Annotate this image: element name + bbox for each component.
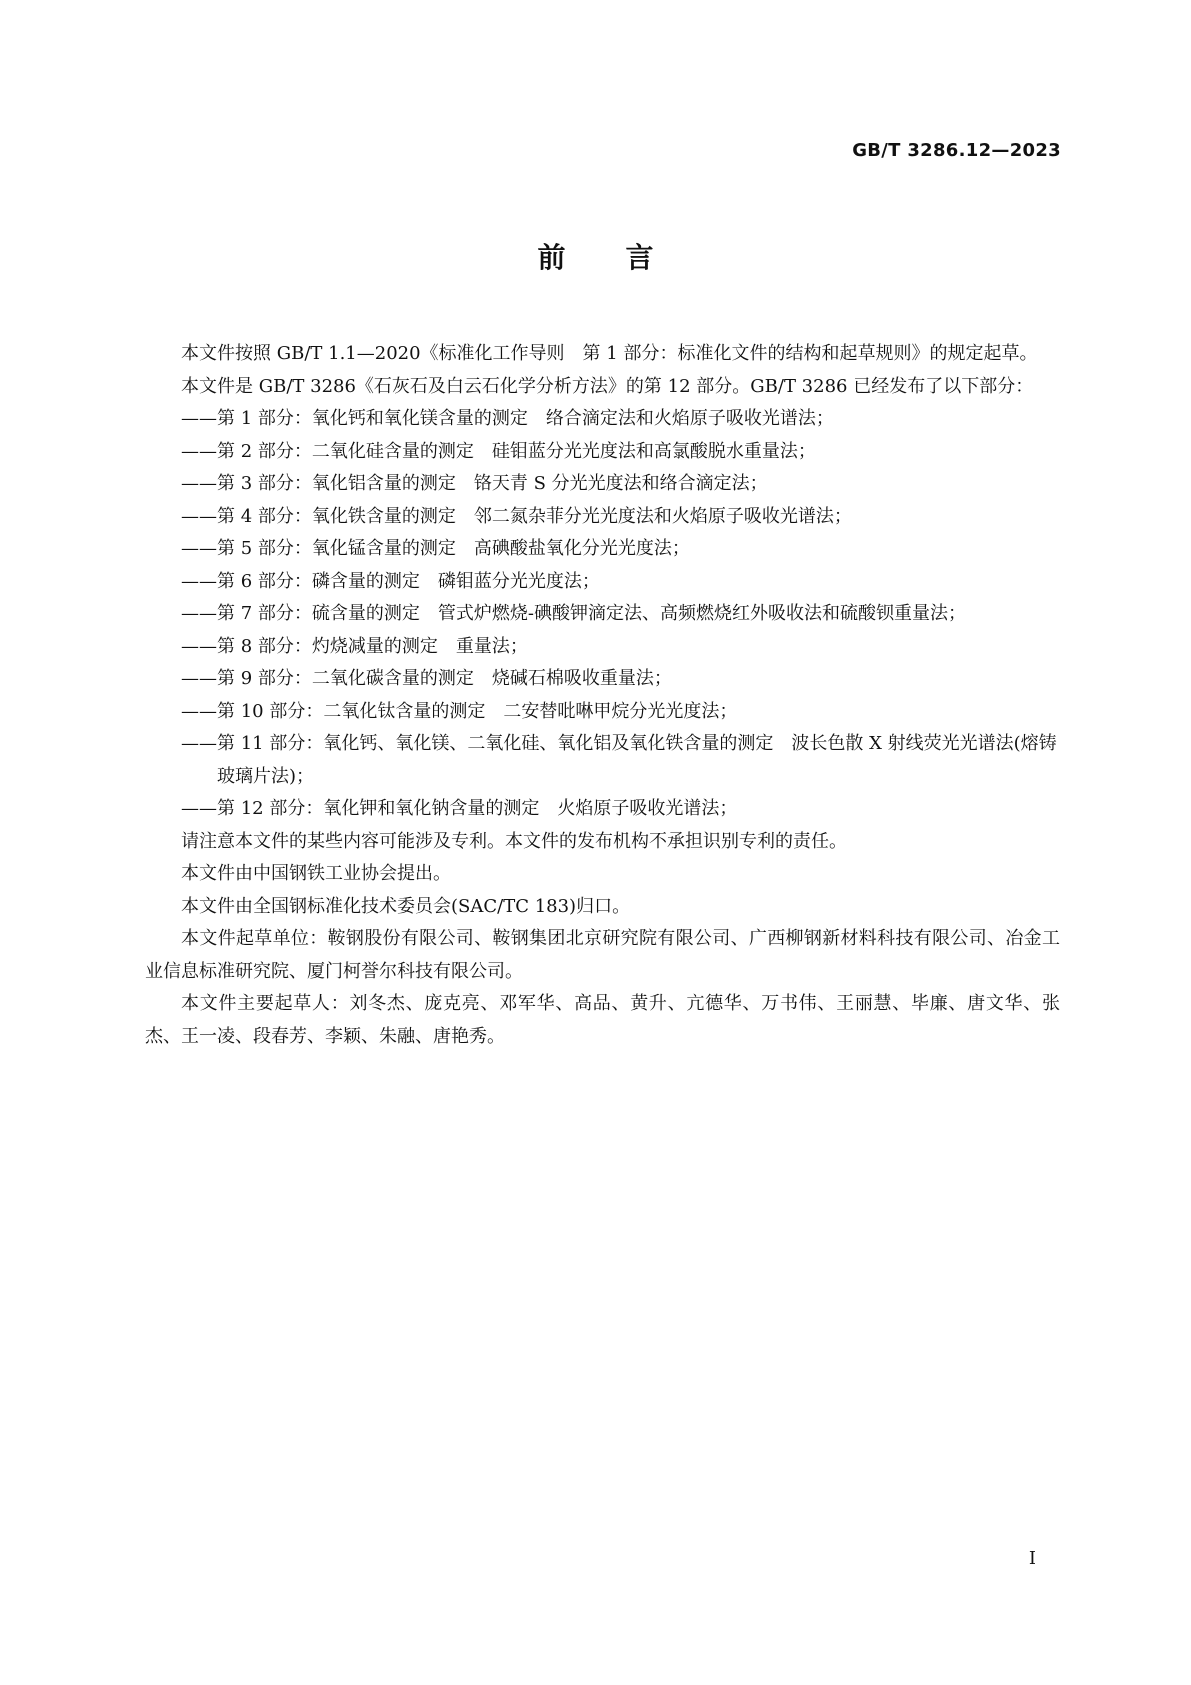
list-dash: —— [181,635,217,657]
list-item-text: 第 7 部分：硫含量的测定 管式炉燃烧-碘酸钾滴定法、高频燃烧红外吸收法和硫酸钡重量法； [217,603,966,624]
list-dash: —— [181,603,217,624]
list-item-text: 第 4 部分：氧化铁含量的测定 邻二氮杂菲分光光度法和火焰原子吸收光谱法； [217,505,852,527]
list-item-text: 第 1 部分：氧化钙和氧化镁含量的测定 络合滴定法和火焰原子吸收光谱法； [217,408,834,429]
paragraph-drafting-rules: 本文件按照 GB/T 1.1—2020《标准化工作导则 第 1 部分：标准化文件的结构和起草规则》的规定起草。 [181,343,1038,364]
paragraph-drafting-units: 本文件起草单位：鞍钢股份有限公司、鞍钢集团北京研究院有限公司、广西柳钢新材料科技有限公司、冶金工业信息标准研究院、厦门柯誉尔科技有限公司。 [145,928,1060,982]
list-item-text: 第 9 部分：二氧化碳含量的测定 烧碱石棉吸收重量法； [217,668,672,689]
list-item-text: 第 2 部分：二氧化硅含量的测定 硅钼蓝分光光度法和高氯酸脱水重量法； [217,440,816,462]
list-dash: —— [181,700,217,722]
list-item-text: 第 3 部分：氧化铝含量的测定 铬天青 S 分光光度法和络合滴定法； [217,473,768,494]
list-item [145,436,1060,469]
list-dash: —— [181,505,217,527]
list-item [145,728,1060,793]
list-item-text: 第 10 部分：二氧化钛含量的测定 二安替吡啉甲烷分光光度法； [217,700,738,722]
list-item [145,663,1060,696]
list-item [145,598,1060,631]
list-item-text: 第 12 部分：氧化钾和氧化钠含量的测定 火焰原子吸收光谱法； [217,798,738,819]
paragraph-proposer: 本文件由中国钢铁工业协会提出。 [181,863,451,884]
list-dash: —— [181,733,217,754]
list-dash: —— [181,798,217,819]
document-body [145,338,1060,1053]
paragraph-drafters: 本文件主要起草人：刘冬杰、庞克亮、邓军华、高品、黄升、亢德华、万书伟、王丽慧、毕廉、唐文华、张杰、王一凌、段春芳、李颖、朱融、唐艳秀。 [145,993,1060,1047]
list-item [145,566,1060,599]
page-number: Ⅰ [1028,1548,1036,1569]
list-item [145,403,1060,436]
list-item [145,501,1060,534]
list-item [145,468,1060,501]
list-item [145,631,1060,664]
list-item [145,696,1060,729]
list-dash: —— [181,538,217,559]
list-item [145,793,1060,826]
list-dash: —— [181,668,217,689]
list-dash: —— [181,473,217,494]
paragraph-committee: 本文件由全国钢标准化技术委员会(SAC/TC 183)归口。 [181,895,631,917]
list-item-text: 第 8 部分：灼烧减量的测定 重量法； [217,635,528,657]
list-item [145,533,1060,566]
paragraph-series-intro: 本文件是 GB/T 3286《石灰石及白云石化学分析方法》的第 12 部分。GB/T 3286 已经发布了以下部分： [181,375,1034,397]
parts-list [145,403,1060,826]
standard-code: GB/T 3286.12—2023 [852,140,1061,161]
list-item-text: 第 6 部分：磷含量的测定 磷钼蓝分光光度法； [217,570,600,592]
list-item-text: 第 5 部分：氧化锰含量的测定 高碘酸盐氧化分光光度法； [217,538,690,559]
page-title: 前言 [537,241,714,274]
list-dash: —— [181,408,217,429]
list-dash: —— [181,440,217,462]
list-dash: —— [181,570,217,592]
paragraph-patent-notice: 请注意本文件的某些内容可能涉及专利。本文件的发布机构不承担识别专利的责任。 [181,830,847,852]
list-item-text: 第 11 部分：氧化钙、氧化镁、二氧化硅、氧化铝及氧化铁含量的测定 波长色散 X 射线荧光光谱法(熔铸玻璃片法)； [217,733,1057,787]
